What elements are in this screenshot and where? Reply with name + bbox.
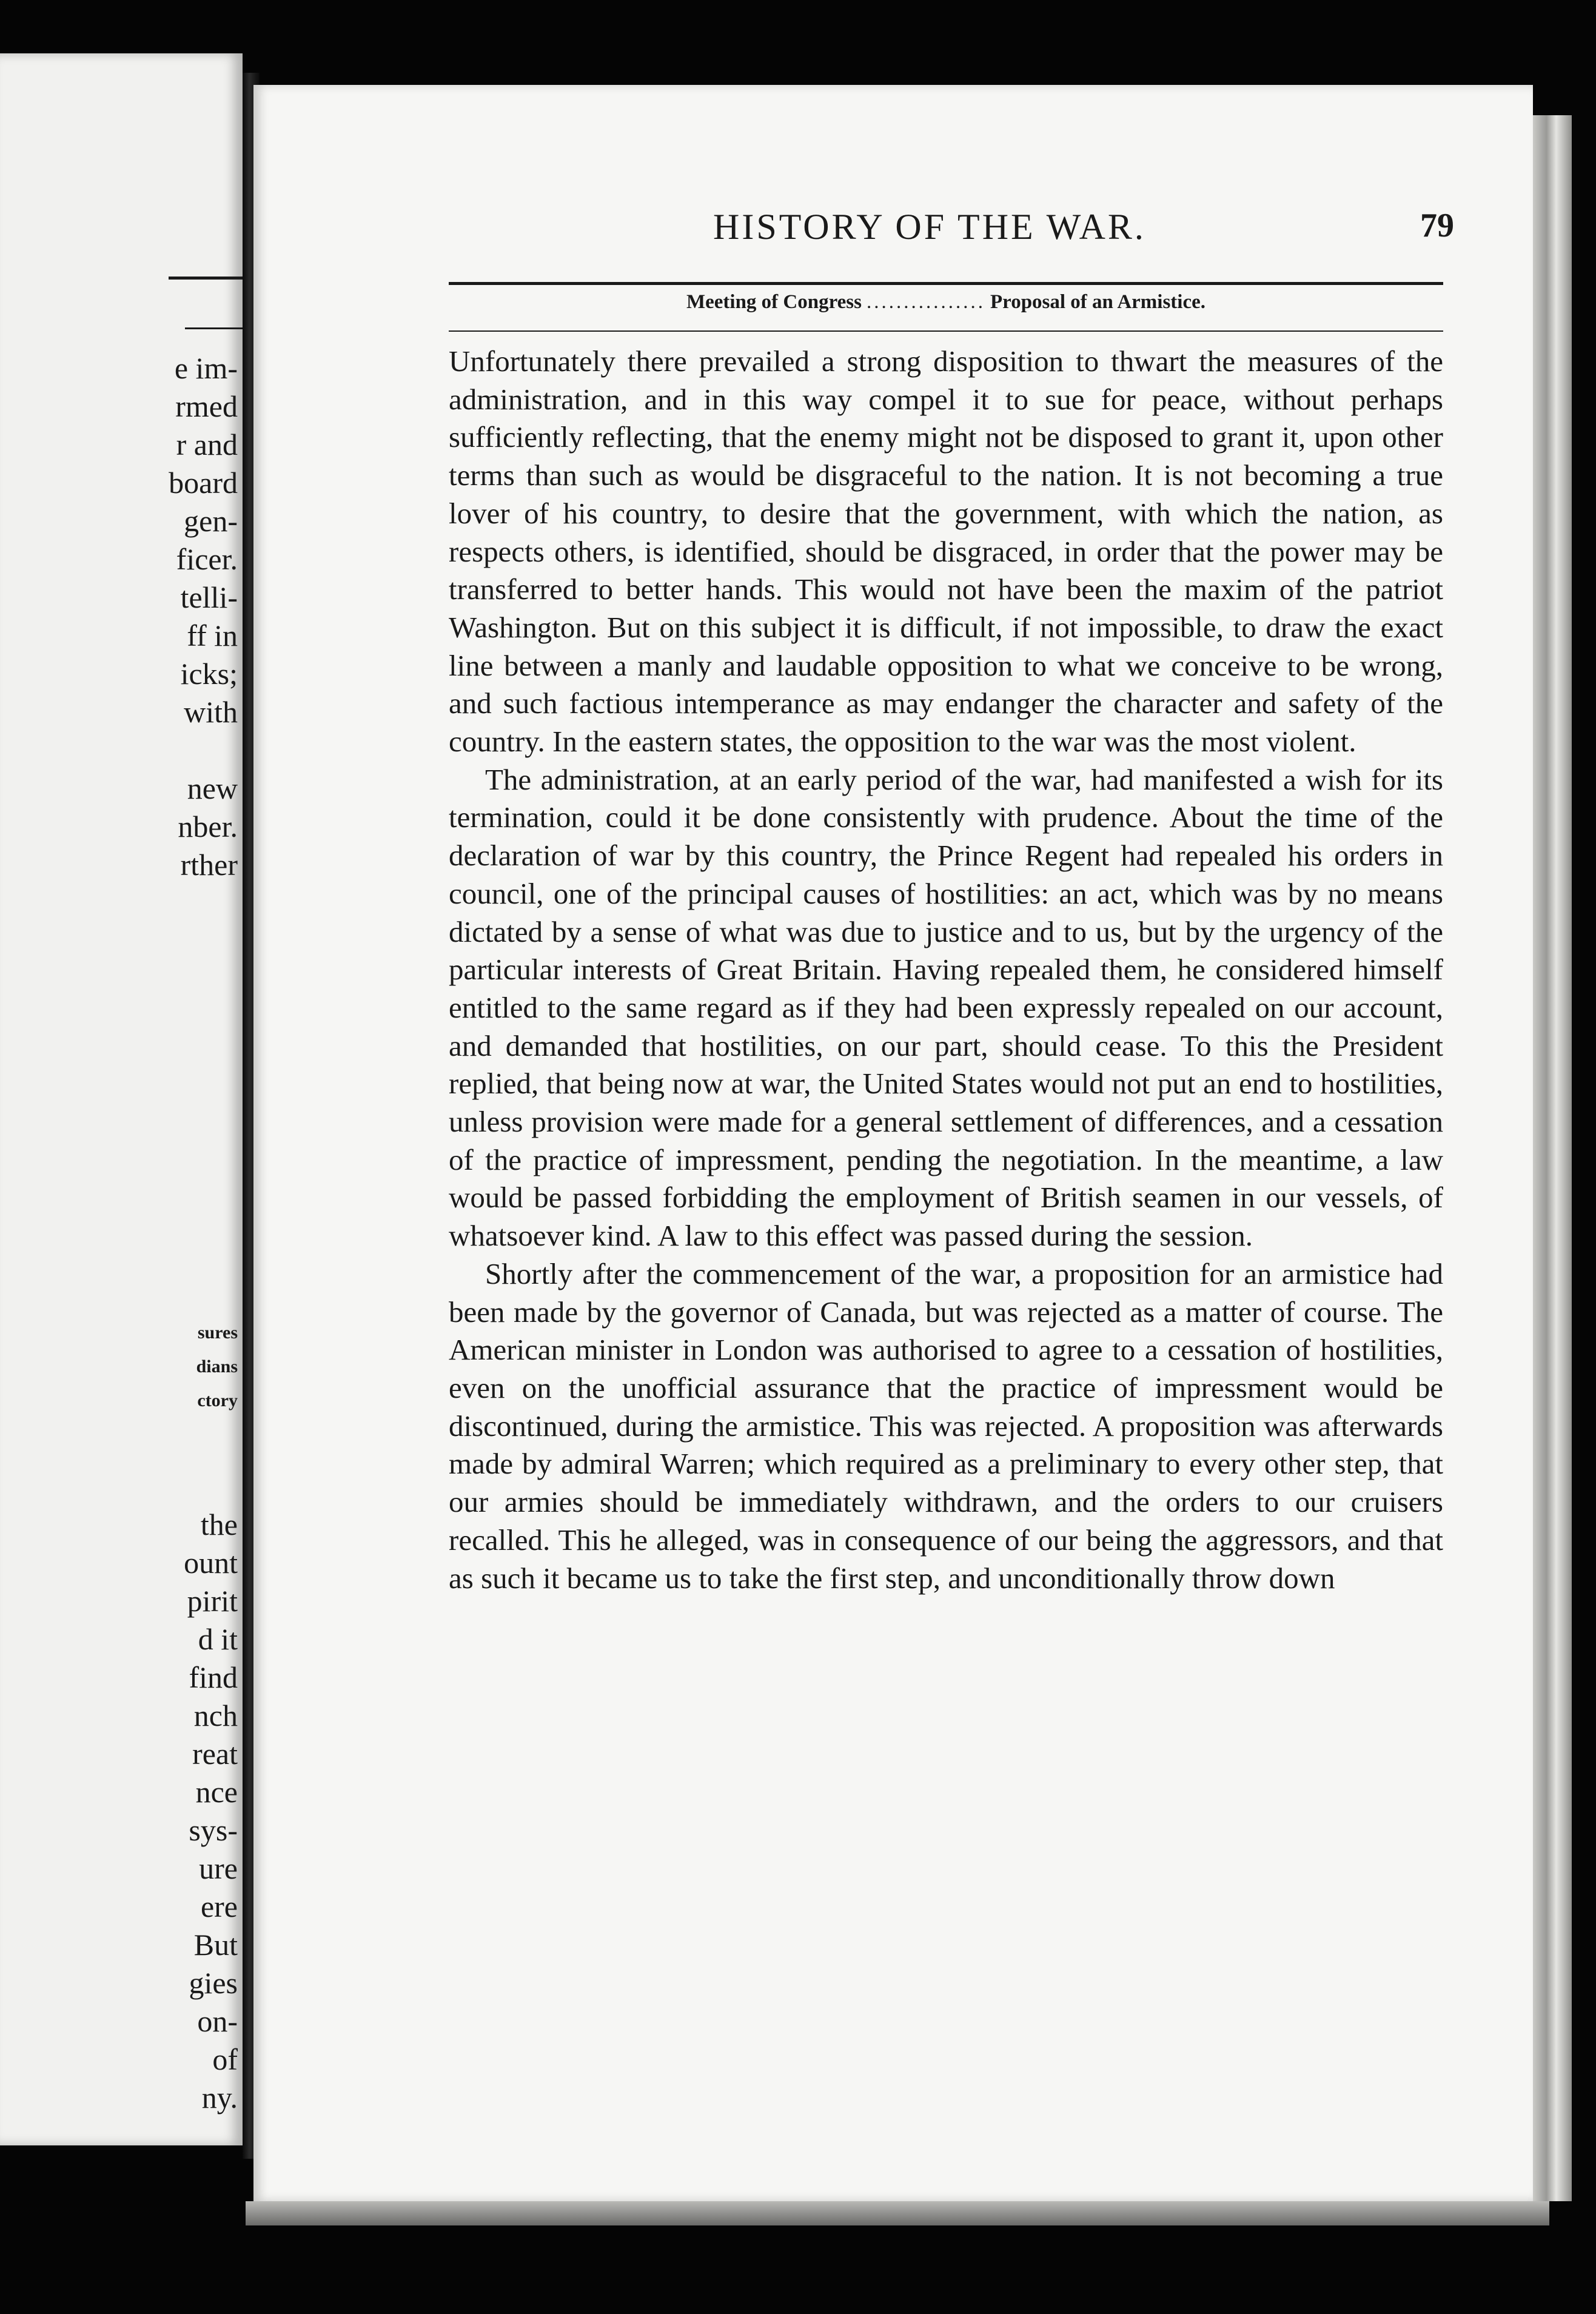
section-subhead — [449, 291, 1443, 314]
subhead-leader: ................ — [866, 291, 985, 313]
left-page-side-notes — [196, 1316, 243, 1418]
left-page-rule — [185, 327, 243, 329]
left-page-lines-top — [169, 349, 243, 884]
left-page-line: ount — [184, 1546, 238, 1580]
left-page-line: board — [169, 466, 238, 500]
left-page-line: rmed — [175, 389, 238, 423]
left-page-line: of — [212, 2042, 238, 2076]
left-page-line: new — [187, 771, 238, 805]
left-page-line: telli- — [180, 580, 238, 614]
left-page-line: icks; — [180, 657, 238, 691]
left-page-line: ure — [199, 1851, 238, 1885]
page-edge — [1533, 115, 1572, 2201]
left-page-line: ff in — [187, 619, 238, 652]
left-page-line: nch — [193, 1699, 238, 1732]
paragraph: The administration, at an early period of the war, had manifested a wish for its termination, could it be done consistently with prudence. About the time of the declaration of war by this country, the Prince Regent had repealed his orders in council, one of the principal causes of hostilities: an act, which was by no means dictated by a sense of what was due to justice and to us, but by the urgency of the particular interests of Great Britain. Having repealed them, he considered himself entitled to the same regard as if they had been expressly repealed on our account, and demanded that hostilities, on our part, should cease. To this the President replied, that being now at war, the United States would not put an end to hostilities, unless provision were made for a general settlement of differences, and a cessation of the practice of impressment, pending the negotiation. In the meantime, a law would be passed forbidding the employment of British seamen in our vessels, of whatsoever kind. A law to this effect was passed during the session. — [449, 762, 1443, 1253]
subhead-right: Proposal of an Armistice. — [990, 291, 1206, 313]
body-text — [449, 343, 1443, 1597]
left-page-line: ere — [200, 1890, 238, 1923]
left-page-line: pirit — [187, 1584, 238, 1618]
left-page-side-note: sures — [197, 1323, 238, 1343]
main-page — [253, 85, 1533, 2201]
left-page-line: But — [193, 1928, 238, 1962]
paragraph: Unfortunately there prevailed a strong disposition to thwart the measures of the administration, and in this way compel it to sue for peace, without perhaps sufficiently reflecting, that the enemy might not be disposed to grant it, upon other terms than such as would be disgraceful to the nation. It is not becoming a true lover of his country, to desire that the government, with which the nation, as respects others, is identified, should be disgraced, in order that the power may be transferred to better hands. This would not have been the maxim of the patriot Washington. But on this subject it is difficult, if not impossible, to draw the exact line between a manly and laudable opposition to what we conceive to be wrong, and such factious intemperance as may endanger the character and safety of the country. In the eastern states, the opposition to the war was the most violent. — [449, 344, 1443, 759]
left-page-line: with — [184, 695, 238, 729]
page-bottom-edge — [246, 2201, 1549, 2225]
left-page-line: find — [189, 1660, 238, 1694]
page-number: 79 — [1420, 207, 1454, 244]
left-page-line: ny. — [201, 2081, 238, 2114]
running-title: HISTORY OF THE WAR. — [713, 207, 1146, 247]
subhead-rule — [449, 330, 1443, 332]
left-page-line: e im- — [174, 351, 238, 385]
left-page-line: d it — [198, 1622, 238, 1656]
left-page-side-note: dians — [196, 1357, 238, 1377]
left-page-lines-bottom — [184, 1506, 243, 2117]
left-page-line: rther — [180, 848, 238, 882]
running-head — [253, 206, 1533, 255]
left-page-line: sys- — [189, 1813, 238, 1847]
left-page-line: ficer. — [176, 542, 238, 576]
header-rule — [449, 282, 1443, 285]
paragraph: Shortly after the commencement of the war, a proposition for an armistice had been made by the governor of Canada, but was rejected as a matter of course. The American minister in London was authorised to agree to a cessation of hostilities, even on the unofficial assurance that the practice of impressment would be discontinued, during the armistice. This was rejected. A proposition was afterwards made by admiral Warren; which required as a preliminary to every other step, that our armies should be immediately withdrawn, and the orders to our cruisers recalled. This he alleged, was in consequence of our being the aggressors, and that as such it became us to take the first step, and unconditionally throw down — [449, 1256, 1443, 1595]
left-page-side-note: ctory — [197, 1390, 238, 1410]
left-page-line: reat — [192, 1737, 238, 1771]
left-page-line: r and — [176, 428, 238, 461]
left-page-line: gen- — [184, 504, 238, 538]
previous-page-fragment — [0, 53, 243, 2145]
left-page-line: on- — [197, 2004, 238, 2038]
left-page-rule — [169, 277, 243, 280]
left-page-line: gies — [189, 1966, 238, 2000]
left-page-line: nce — [195, 1775, 238, 1809]
left-page-line: nber. — [178, 810, 238, 843]
left-page-line: the — [200, 1507, 238, 1541]
left-page-line — [169, 731, 243, 770]
subhead-left: Meeting of Congress — [686, 291, 862, 313]
